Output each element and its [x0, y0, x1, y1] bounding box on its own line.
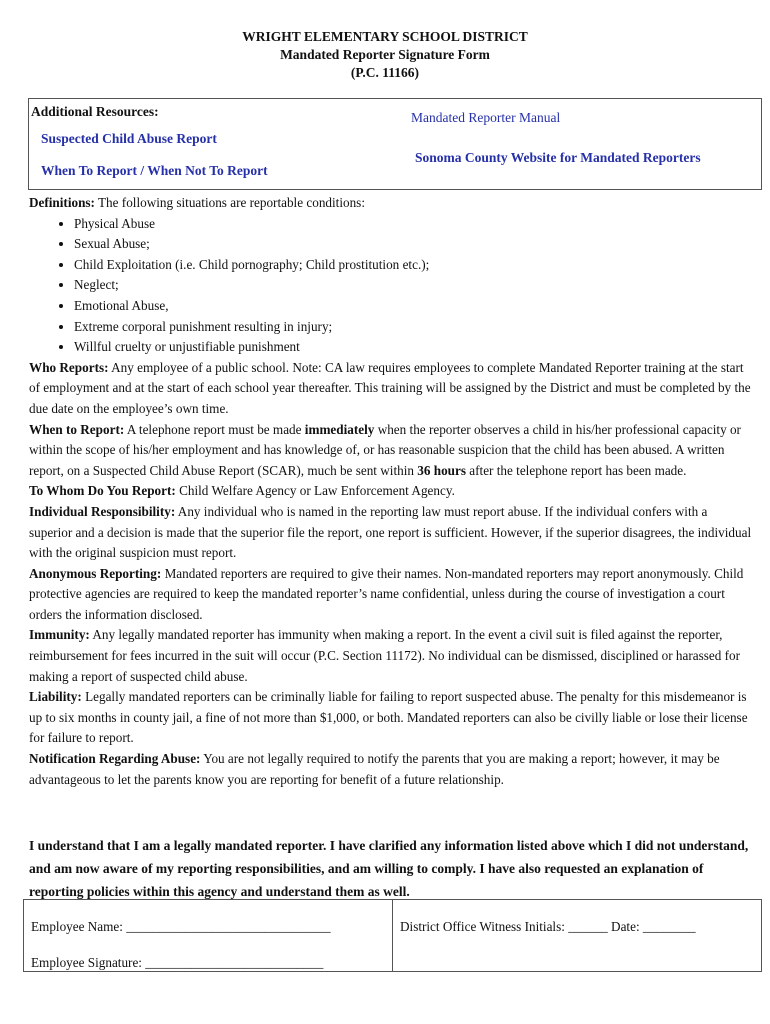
definitions-paragraph — [29, 193, 753, 214]
individual-responsibility-paragraph — [29, 502, 753, 564]
list-item: • Willful cruelty or unjustifiable punishment — [74, 337, 753, 358]
to-whom-text: Child Welfare Agency or Law Enforcement Agency. — [179, 483, 455, 499]
list-item: • Neglect; — [74, 275, 753, 296]
who-reports-label: Who Reports: — [29, 359, 109, 375]
document-body — [29, 193, 753, 790]
anonymous-reporting-label: Anonymous Reporting: — [29, 565, 162, 581]
when-emph-immediately: immediately — [304, 421, 375, 437]
notification-label: Notification Regarding Abuse: — [29, 751, 201, 767]
form-title: Mandated Reporter Signature Form — [280, 47, 490, 62]
list-item: • Child Exploitation (i.e. Child pornography; Child prostitution etc.); — [74, 255, 753, 276]
list-item: • Extreme corporal punishment resulting in injury; — [74, 317, 753, 338]
when-text-b: when the reporter observes a child in his/her professional capacity or within the scope of his/her employment and has knowledge of, or has reasonable suspicion that the child has been abused. A written report, on a Suspected Child Abuse Report (SCAR), much be sent within — [29, 421, 741, 478]
when-to-report-paragraph — [29, 420, 753, 482]
witness-initials-date-field[interactable]: District Office Witness Initials: ______ Date: ________ — [400, 919, 696, 934]
list-item: • Emotional Abuse, — [74, 296, 753, 317]
notification-text: You are not legally required to notify the parents that you are making a report; however, it may be advantageous to let the parents know you are reporting for benefit of a future relationship. — [29, 751, 720, 787]
when-text-c: after the telephone report has been made. — [469, 462, 687, 478]
immunity-label: Immunity: — [29, 627, 90, 643]
when-emph-36-hours: 36 hours — [417, 462, 466, 478]
definitions-label: Definitions: — [29, 195, 95, 210]
liability-text: Legally mandated reporters can be criminally liable for failing to report suspected abuse. The penalty for this misdemeanor is up to six months in county jail, a fine of not more than $1,000, or both. Mandated reporters can also be civilly liable or lose their license for failure to report. — [29, 689, 748, 746]
list-item: • Physical Abuse — [74, 214, 753, 235]
anonymous-reporting-paragraph — [29, 564, 753, 626]
definitions-intro: The following situations are reportable conditions: — [98, 195, 365, 210]
who-reports-text: Any employee of a public school. Note: CA law requires employees to complete Mandated Reporter training at the start of employment and at the start of each school year thereafter. This training will be assigned by the District and must be completed by the due date on the employee’s own time. — [29, 359, 751, 416]
signature-divider — [392, 900, 393, 971]
link-sonoma-county-website[interactable]: Sonoma County Website for Mandated Reporters — [415, 150, 701, 165]
penal-code: (P.C. 11166) — [350, 65, 420, 80]
employee-signature-field[interactable]: Employee Signature: ___________________________ — [31, 955, 324, 970]
individual-responsibility-text: Any individual who is named in the reporting law must report abuse. If the individual confers with a superior and a decision is made that the superior file the report, one report is sufficient. However, if the superior disagrees, the individual with the original suspicion must report. — [29, 503, 752, 561]
acknowledgement-statement: I understand that I am a legally mandated reporter. I have clarified any information listed above which I did not understand, and am now aware of my reporting responsibilities, and am willing to comply. I have also requested an explanation of reporting policies within this agency and understand them as well. — [29, 838, 749, 899]
notification-paragraph — [29, 749, 753, 790]
signature-box — [23, 899, 762, 972]
anonymous-reporting-text: Mandated reporters are required to give their names. Non-mandated reporters may report anonymously. Child protective agencies are required to keep the mandated reporter’s name confidential, unless during the course of investigation a court orders the information disclosed. — [29, 565, 744, 622]
to-whom-label: To Whom Do You Report: — [29, 483, 176, 499]
employee-name-field[interactable]: Employee Name: _______________________________ — [31, 919, 331, 934]
additional-resources-box — [28, 98, 762, 190]
definitions-list — [29, 214, 753, 358]
resources-title: Additional Resources: — [31, 104, 159, 119]
immunity-text: Any legally mandated reporter has immunity when making a report. In the event a civil suit is filed against the reporter, reimbursement for fees incurred in the suit will occur (P.C. Section 11172). No individual can be dismissed, disciplined or harassed for making a report of suspected child abuse. — [29, 627, 740, 684]
who-reports-paragraph — [29, 358, 753, 420]
link-mandated-reporter-manual[interactable]: Mandated Reporter Manual — [411, 110, 561, 125]
link-when-to-report[interactable]: When To Report / When Not To Report — [41, 163, 268, 178]
when-text-a: A telephone report must be made — [126, 421, 302, 437]
when-to-report-label: When to Report: — [29, 421, 125, 437]
liability-paragraph — [29, 687, 753, 749]
document-header — [0, 28, 770, 82]
immunity-paragraph — [29, 625, 753, 687]
liability-label: Liability: — [29, 689, 82, 705]
list-item: • Sexual Abuse; — [74, 234, 753, 255]
to-whom-paragraph — [29, 481, 753, 502]
district-name: WRIGHT ELEMENTARY SCHOOL DISTRICT — [242, 29, 528, 44]
link-suspected-child-abuse-report[interactable]: Suspected Child Abuse Report — [41, 131, 217, 146]
individual-responsibility-label: Individual Responsibility: — [29, 503, 176, 519]
